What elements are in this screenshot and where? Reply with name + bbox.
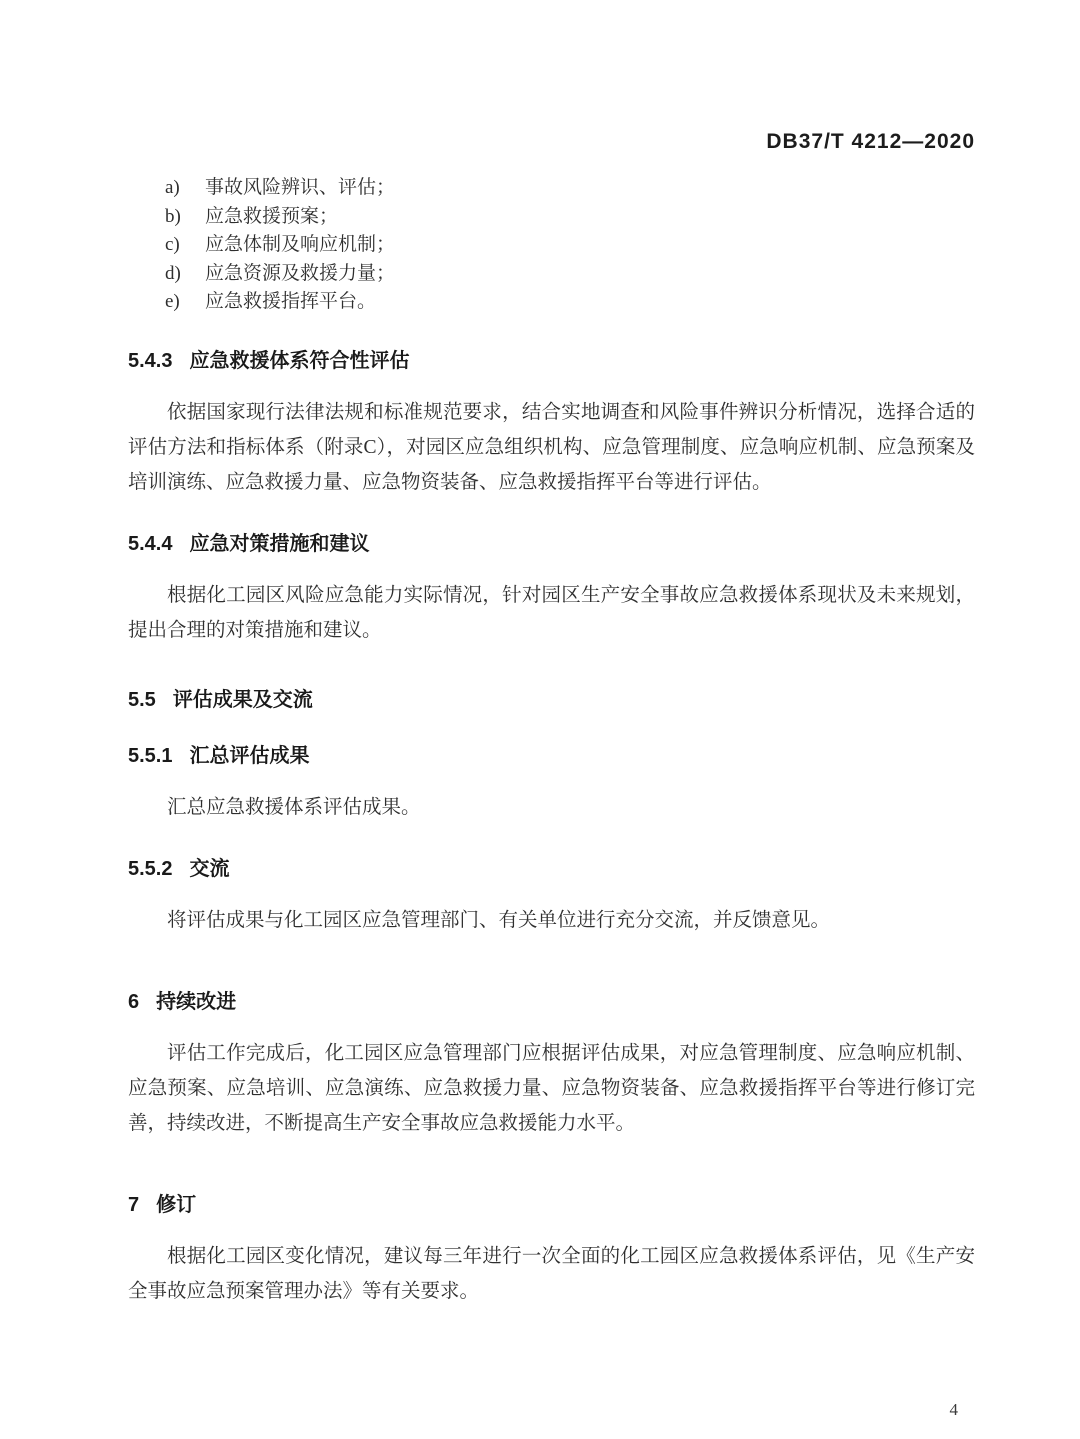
clause-number: 5.5.2 — [128, 857, 173, 880]
clause-number: 6 — [128, 990, 140, 1013]
clause-heading-5-5-1 — [128, 744, 975, 768]
clause-number: 5.4.3 — [128, 349, 173, 372]
page-number: 4 — [949, 1400, 958, 1419]
clause-number: 5.5 — [128, 688, 156, 711]
list-item — [128, 288, 975, 317]
clause-title: 修订 — [156, 1193, 197, 1216]
clause-title: 汇总评估成果 — [189, 744, 310, 767]
standard-number-header: DB37/T 4212—2020 — [766, 130, 975, 153]
list-item-marker: c) — [165, 234, 180, 255]
list-item-text: 应急救援指挥平台。 — [205, 291, 377, 312]
list-item — [128, 260, 975, 289]
clause-number: 5.4.4 — [128, 532, 173, 555]
list-item-text: 应急救援预案； — [205, 205, 339, 227]
clause-title: 应急救援体系符合性评估 — [189, 349, 410, 372]
clause-body-5-4-4: 根据化工园区风险应急能力实际情况，针对园区生产安全事故应急救援体系现状及未来规划，提出合理的对策措施和建议。 — [128, 584, 975, 641]
list-item-marker: b) — [165, 205, 181, 227]
clause-body-5-5-1: 汇总应急救援体系评估成果。 — [167, 796, 421, 818]
clause-title: 交流 — [189, 857, 230, 880]
clause-heading-5-4-4 — [128, 532, 975, 556]
list-item — [128, 203, 975, 232]
clause-number: 7 — [128, 1193, 140, 1216]
clause-body-5-5-2: 将评估成果与化工园区应急管理部门、有关单位进行充分交流，并反馈意见。 — [167, 909, 831, 931]
clause-title: 评估成果及交流 — [172, 688, 313, 711]
clause-heading-5-5 — [128, 688, 975, 712]
page-content — [0, 130, 1080, 1309]
chapter-heading-6 — [128, 990, 975, 1014]
lettered-list — [128, 174, 975, 317]
chapter-body-7: 根据化工园区变化情况，建议每三年进行一次全面的化工园区应急救援体系评估，见《生产安全事故应急预案管理办法》等有关要求。 — [128, 1245, 975, 1302]
list-item — [128, 174, 975, 203]
list-item — [128, 231, 975, 260]
list-item-text: 事故风险辨识、评估； — [205, 177, 396, 198]
clause-body-5-4-3: 依据国家现行法律法规和标准规范要求，结合实地调查和风险事件辨识分析情况，选择合适的评估方法和指标体系（附录C），对园区应急组织机构、应急管理制度、应急响应机制、应急预案及培训演练、应急救援力量、应急物资装备、应急救援指挥平台等进行评估。 — [128, 401, 975, 493]
clause-number: 5.5.1 — [128, 744, 173, 767]
list-item-text: 应急体制及响应机制； — [205, 234, 396, 255]
list-item-marker: e) — [165, 291, 180, 312]
chapter-heading-7 — [128, 1193, 975, 1217]
clause-title: 持续改进 — [156, 990, 237, 1013]
list-item-text: 应急资源及救援力量； — [205, 262, 396, 284]
clause-title: 应急对策措施和建议 — [189, 532, 370, 555]
clause-heading-5-5-2 — [128, 857, 975, 881]
list-item-marker: a) — [165, 177, 180, 198]
chapter-body-6: 评估工作完成后，化工园区应急管理部门应根据评估成果，对应急管理制度、应急响应机制、应急预案、应急培训、应急演练、应急救援力量、应急物资装备、应急救援指挥平台等进行修订完善，持续改进，不断提高生产安全事故应急救援能力水平。 — [128, 1042, 975, 1134]
list-item-marker: d) — [165, 262, 181, 284]
clause-heading-5-4-3 — [128, 349, 975, 373]
